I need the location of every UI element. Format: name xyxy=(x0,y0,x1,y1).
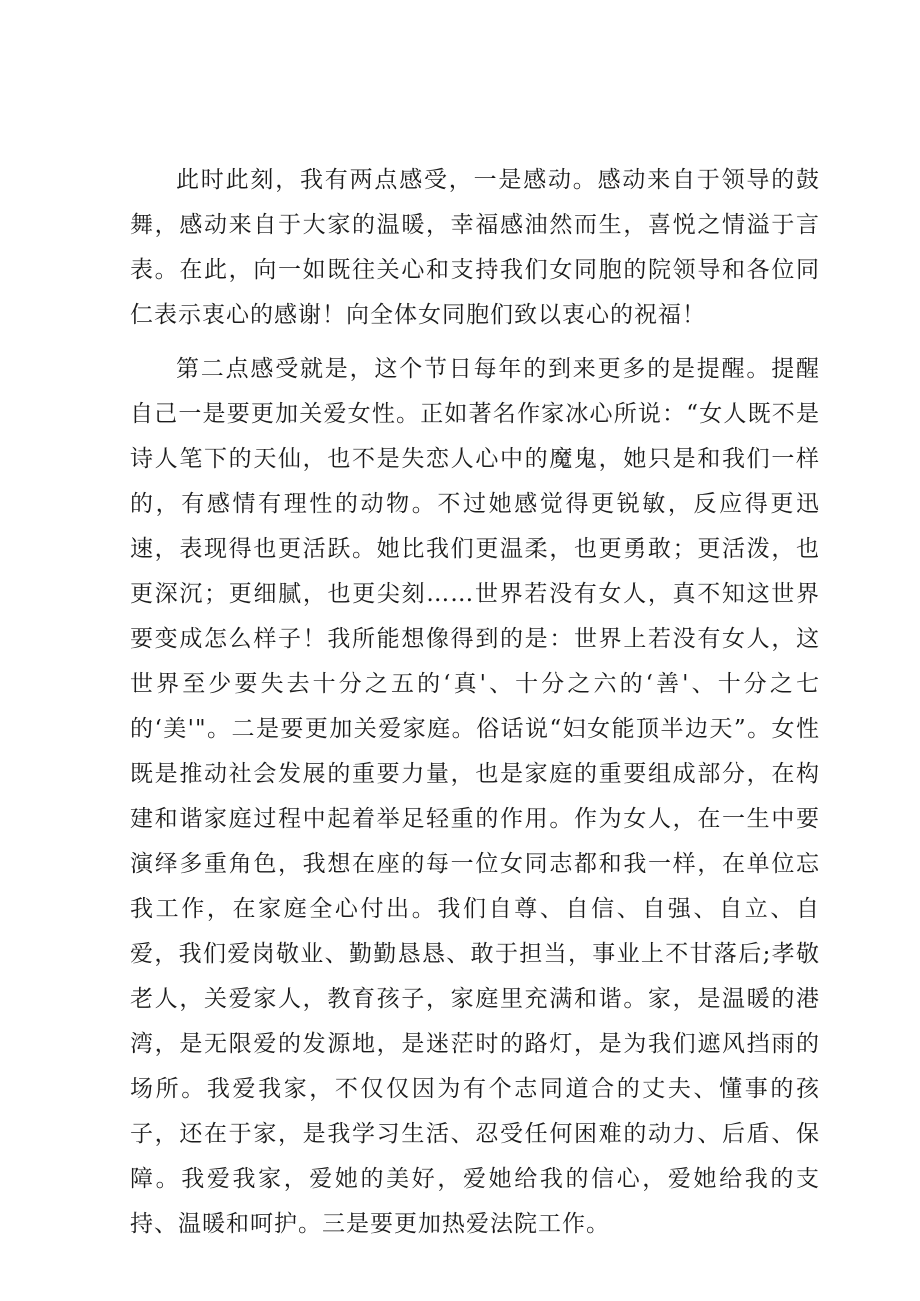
paragraph-2: 第二点感受就是，这个节日每年的到来更多的是提醒。提醒自己一是要更加关爱女性。正如著名作家冰心所说：“女人既不是诗人笔下的天仙，也不是失恋人心中的魔鬼，她只是和我们一样的，有感情有理性的动物。不过她感觉得更锐敏，反应得更迅速，表现得也更活跃。她比我们更温柔，也更勇敢；更活泼，也更深沉；更细腻，也更尖刻……世界若没有女人，真不知这世界要变成怎么样子！我所能想像得到的是：世界上若没有女人，这世界至少要失去十分之五的‘真'、十分之六的‘善'、十分之七的‘美'"。二是要更加关爱家庭。俗话说“妇女能顶半边天”。女性既是推动社会发展的重要力量，也是家庭的重要组成部分，在构建和谐家庭过程中起着举足轻重的作用。作为女人，在一生中要演绎多重角色，我想在座的每一位女同志都和我一样，在单位忘我工作，在家庭全心付出。我们自尊、自信、自强、自立、自爱，我们爱岗敬业、勤勤恳恳、敢于担当，事业上不甘落后;孝敬老人，关爱家人，教育孩子，家庭里充满和谐。家，是温暖的港湾，是无限爱的发源地，是迷茫时的路灯，是为我们遮风挡雨的场所。我爱我家，不仅仅因为有个志同道合的丈夫、懂事的孩子，还在于家，是我学习生活、忍受任何困难的动力、后盾、保障。我爱我家，爱她的美好，爱她给我的信心，爱她给我的支持、温暖和呵护。三是要更加热爱法院工作。 xyxy=(130,356,820,1237)
paragraph-1: 此时此刻，我有两点感受，一是感动。感动来自于领导的鼓舞，感动来自于大家的温暖，幸福感油然而生，喜悦之情溢于言表。在此，向一如既往关心和支持我们女同胞的院领导和各位同仁表示衷心的感谢！向全体女同胞们致以衷心的祝福！ xyxy=(130,167,820,328)
document-body xyxy=(130,158,820,1247)
